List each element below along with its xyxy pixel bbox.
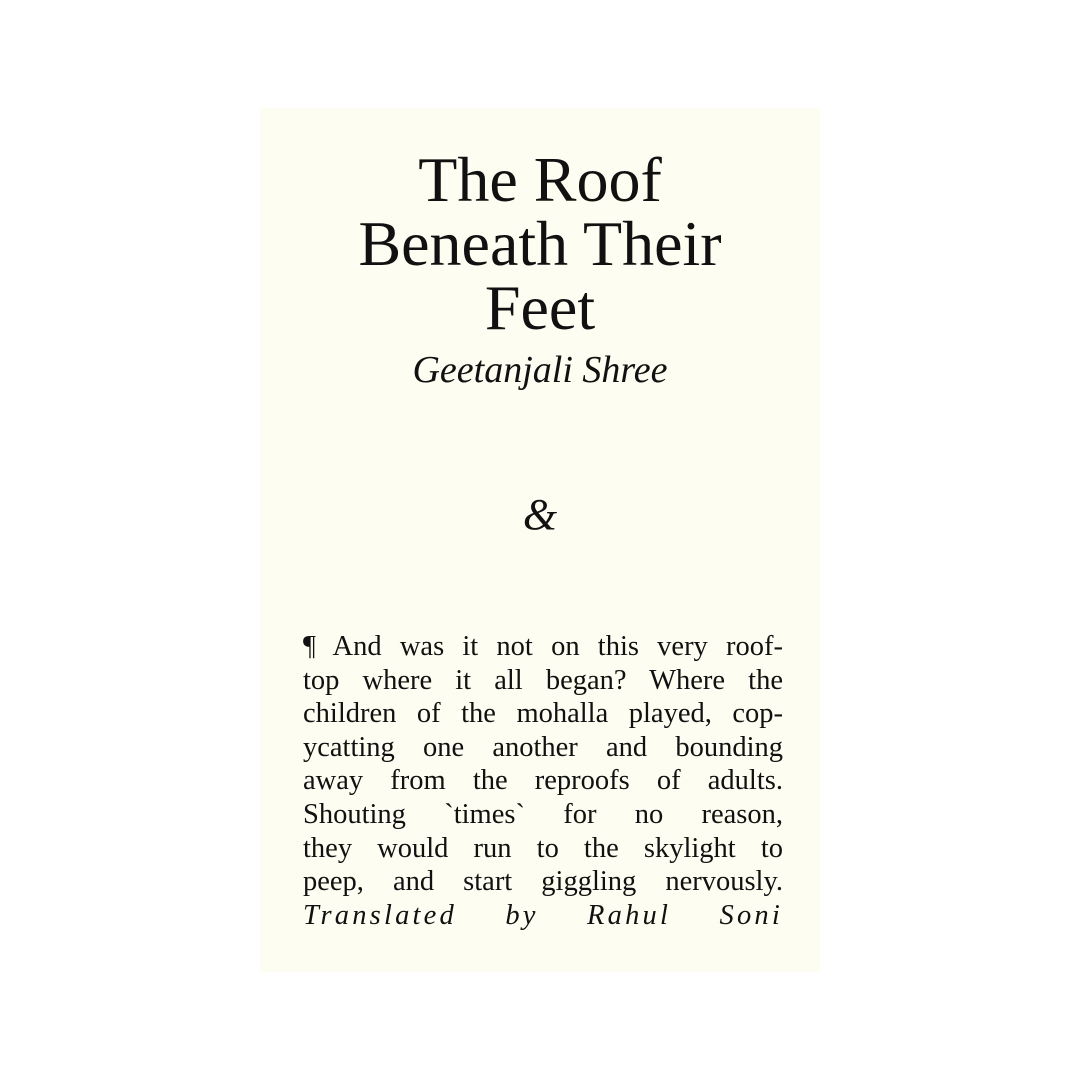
excerpt-line: they would run to the skylight to <box>303 832 783 864</box>
excerpt-line: ¶ And was it not on this very roof- <box>303 631 783 662</box>
excerpt-line: top where it all began? Where the <box>303 664 783 696</box>
excerpt-line: peep, and start giggling nervously. <box>303 866 783 898</box>
book-title <box>260 144 820 343</box>
title-line-1: The Roof <box>418 144 662 215</box>
excerpt-line: children of the mohalla played, cop- <box>303 698 783 730</box>
excerpt-line: away from the reproofs of adults. <box>303 765 783 797</box>
title-line-2: Beneath Their <box>358 208 722 279</box>
ampersand-ornament: & <box>522 490 558 539</box>
book-cover <box>260 108 820 972</box>
translator-credit: Translated by Rahul Soni <box>303 899 783 931</box>
excerpt-line: ycatting one another and bounding <box>303 731 783 763</box>
author-name: Geetanjali Shree <box>412 349 668 391</box>
title-line-3: Feet <box>484 272 596 343</box>
excerpt-paragraph <box>303 630 783 932</box>
excerpt-line: Shouting `times` for no reason, <box>303 798 783 830</box>
